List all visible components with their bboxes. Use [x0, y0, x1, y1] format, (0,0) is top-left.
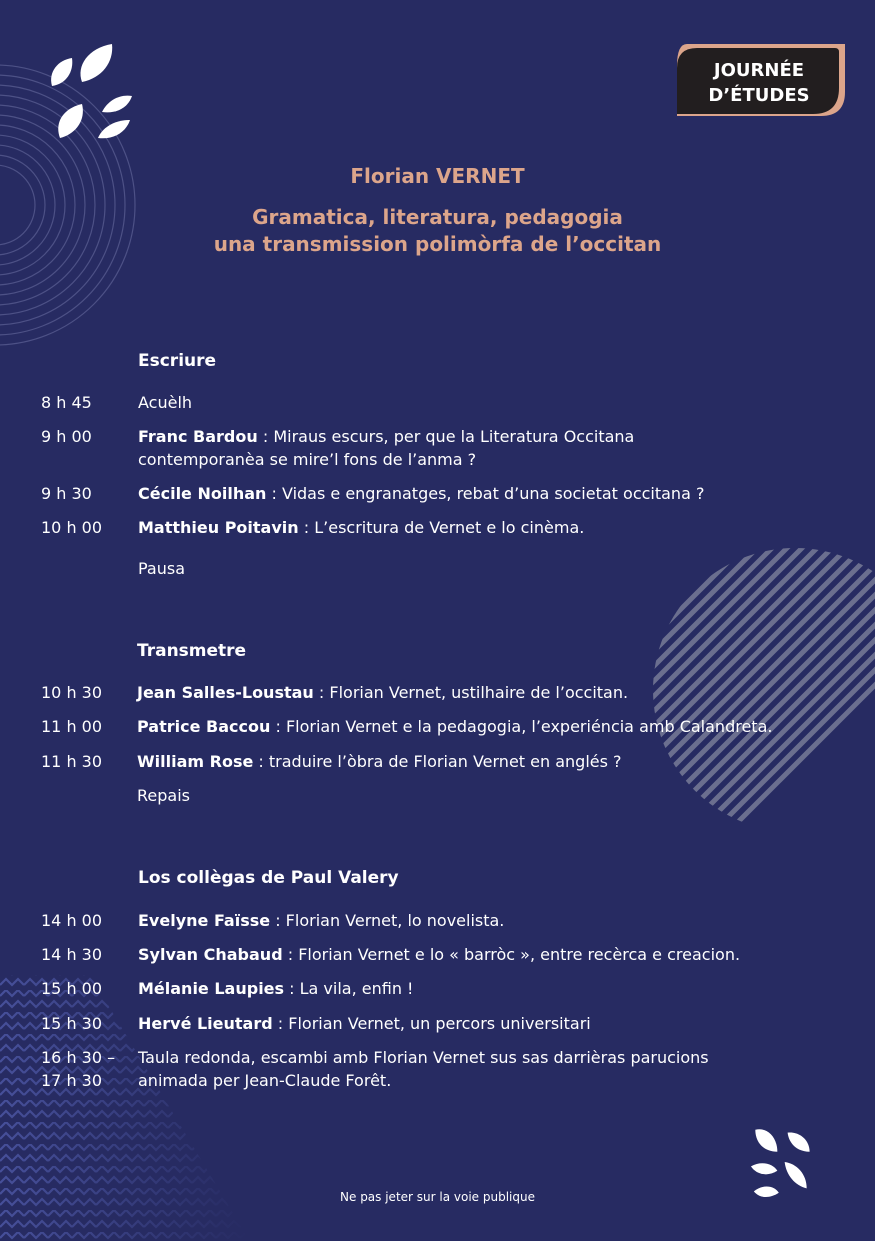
badge-line1: JOURNÉE — [713, 60, 805, 81]
schedule-time: 11 h 30 — [41, 752, 103, 771]
roundtable-line1: Taula redonda, escambi amb Florian Vernet sus sas darrièras parucions — [138, 1048, 709, 1067]
talk-title: : Florian Vernet, ustilhaire de l’occitan. — [313, 683, 629, 702]
schedule-time: 10 h 00 — [41, 518, 103, 537]
section-title-collegas: Los collègas de Paul Valery — [138, 868, 399, 888]
time-end: 17 h 30 — [41, 1071, 103, 1090]
schedule-text — [138, 909, 504, 932]
schedule-text — [137, 681, 628, 704]
badge-line2: D’ÉTUDES — [708, 85, 810, 106]
schedule-time: 11 h 00 — [41, 717, 103, 736]
schedule-text — [138, 943, 740, 966]
schedule-time: 8 h 45 — [41, 393, 92, 412]
schedule-time: 9 h 00 — [41, 427, 92, 446]
title-line1: Gramatica, literatura, pedagogia — [252, 205, 623, 229]
talk-title: : Florian Vernet, lo novelista. — [270, 911, 505, 930]
speaker-label: Hervé Lieutard — [138, 1014, 273, 1033]
speaker-label: Mélanie Laupies — [138, 979, 285, 998]
schedule-text — [138, 1046, 709, 1092]
speaker-label: Evelyne Faïsse — [138, 911, 271, 930]
schedule-time: 10 h 30 — [41, 683, 103, 702]
schedule-text — [138, 391, 192, 414]
title-line2: una transmission polimòrfa de l’occitan — [213, 232, 662, 256]
speaker-label: Patrice Baccou — [137, 717, 271, 736]
schedule-time: 15 h 30 — [41, 1014, 103, 1033]
speaker-label: Matthieu Poitavin — [138, 518, 299, 537]
schedule-time: 14 h 30 — [41, 945, 103, 964]
schedule-time: 9 h 30 — [41, 484, 92, 503]
speaker-label: Sylvan Chabaud — [138, 945, 283, 964]
page-title — [0, 204, 875, 258]
break-label: Repais — [137, 786, 190, 805]
talk-title: : La vila, enfin ! — [284, 979, 414, 998]
leaf-logo-icon — [748, 1124, 814, 1200]
schedule-text — [138, 1012, 591, 1035]
speaker-label: Cécile Noilhan — [138, 484, 267, 503]
footer-note: Ne pas jeter sur la voie publique — [340, 1190, 535, 1204]
talk-title: : L’escritura de Vernet e lo cinèma. — [298, 518, 585, 537]
break-label: Pausa — [138, 559, 186, 578]
schedule-text — [138, 516, 584, 539]
roundtable-line2: animada per Jean-Claude Forêt. — [138, 1071, 392, 1090]
schedule-text — [138, 482, 704, 505]
talk-title-continued: contemporanèa se mire’l fons de l’anma ? — [138, 450, 477, 469]
schedule-text — [137, 715, 772, 738]
section-title-transmetre: Transmetre — [137, 641, 247, 661]
speaker-label: William Rose — [137, 752, 254, 771]
schedule-text — [138, 977, 413, 1000]
talk-title: : Miraus escurs, per que la Literatura Occitana — [257, 427, 635, 446]
speaker-label: Jean Salles-Loustau — [137, 683, 314, 702]
event-text: Acuèlh — [138, 393, 193, 412]
schedule-text — [138, 425, 634, 471]
leaf-logo-icon — [46, 42, 136, 142]
schedule-time: 15 h 00 — [41, 979, 103, 998]
section-title-escriure: Escriure — [138, 351, 217, 371]
speaker-name: Florian VERNET — [350, 164, 525, 188]
talk-title: : Vidas e engranatges, rebat d’una societat occitana ? — [266, 484, 705, 503]
schedule-text — [137, 750, 622, 773]
speaker-label: Franc Bardou — [138, 427, 258, 446]
talk-title: : Florian Vernet e la pedagogia, l’experiéncia amb Calandreta. — [270, 717, 773, 736]
talk-title: : Florian Vernet, un percors universitari — [272, 1014, 591, 1033]
talk-title: : traduire l’òbra de Florian Vernet en anglés ? — [253, 752, 622, 771]
badge-text — [684, 58, 834, 108]
schedule-time-range — [41, 1046, 115, 1092]
time-start: 16 h 30 – — [41, 1048, 116, 1067]
talk-title: : Florian Vernet e lo « barròc », entre recèrca e creacion. — [282, 945, 741, 964]
schedule-time: 14 h 00 — [41, 911, 103, 930]
